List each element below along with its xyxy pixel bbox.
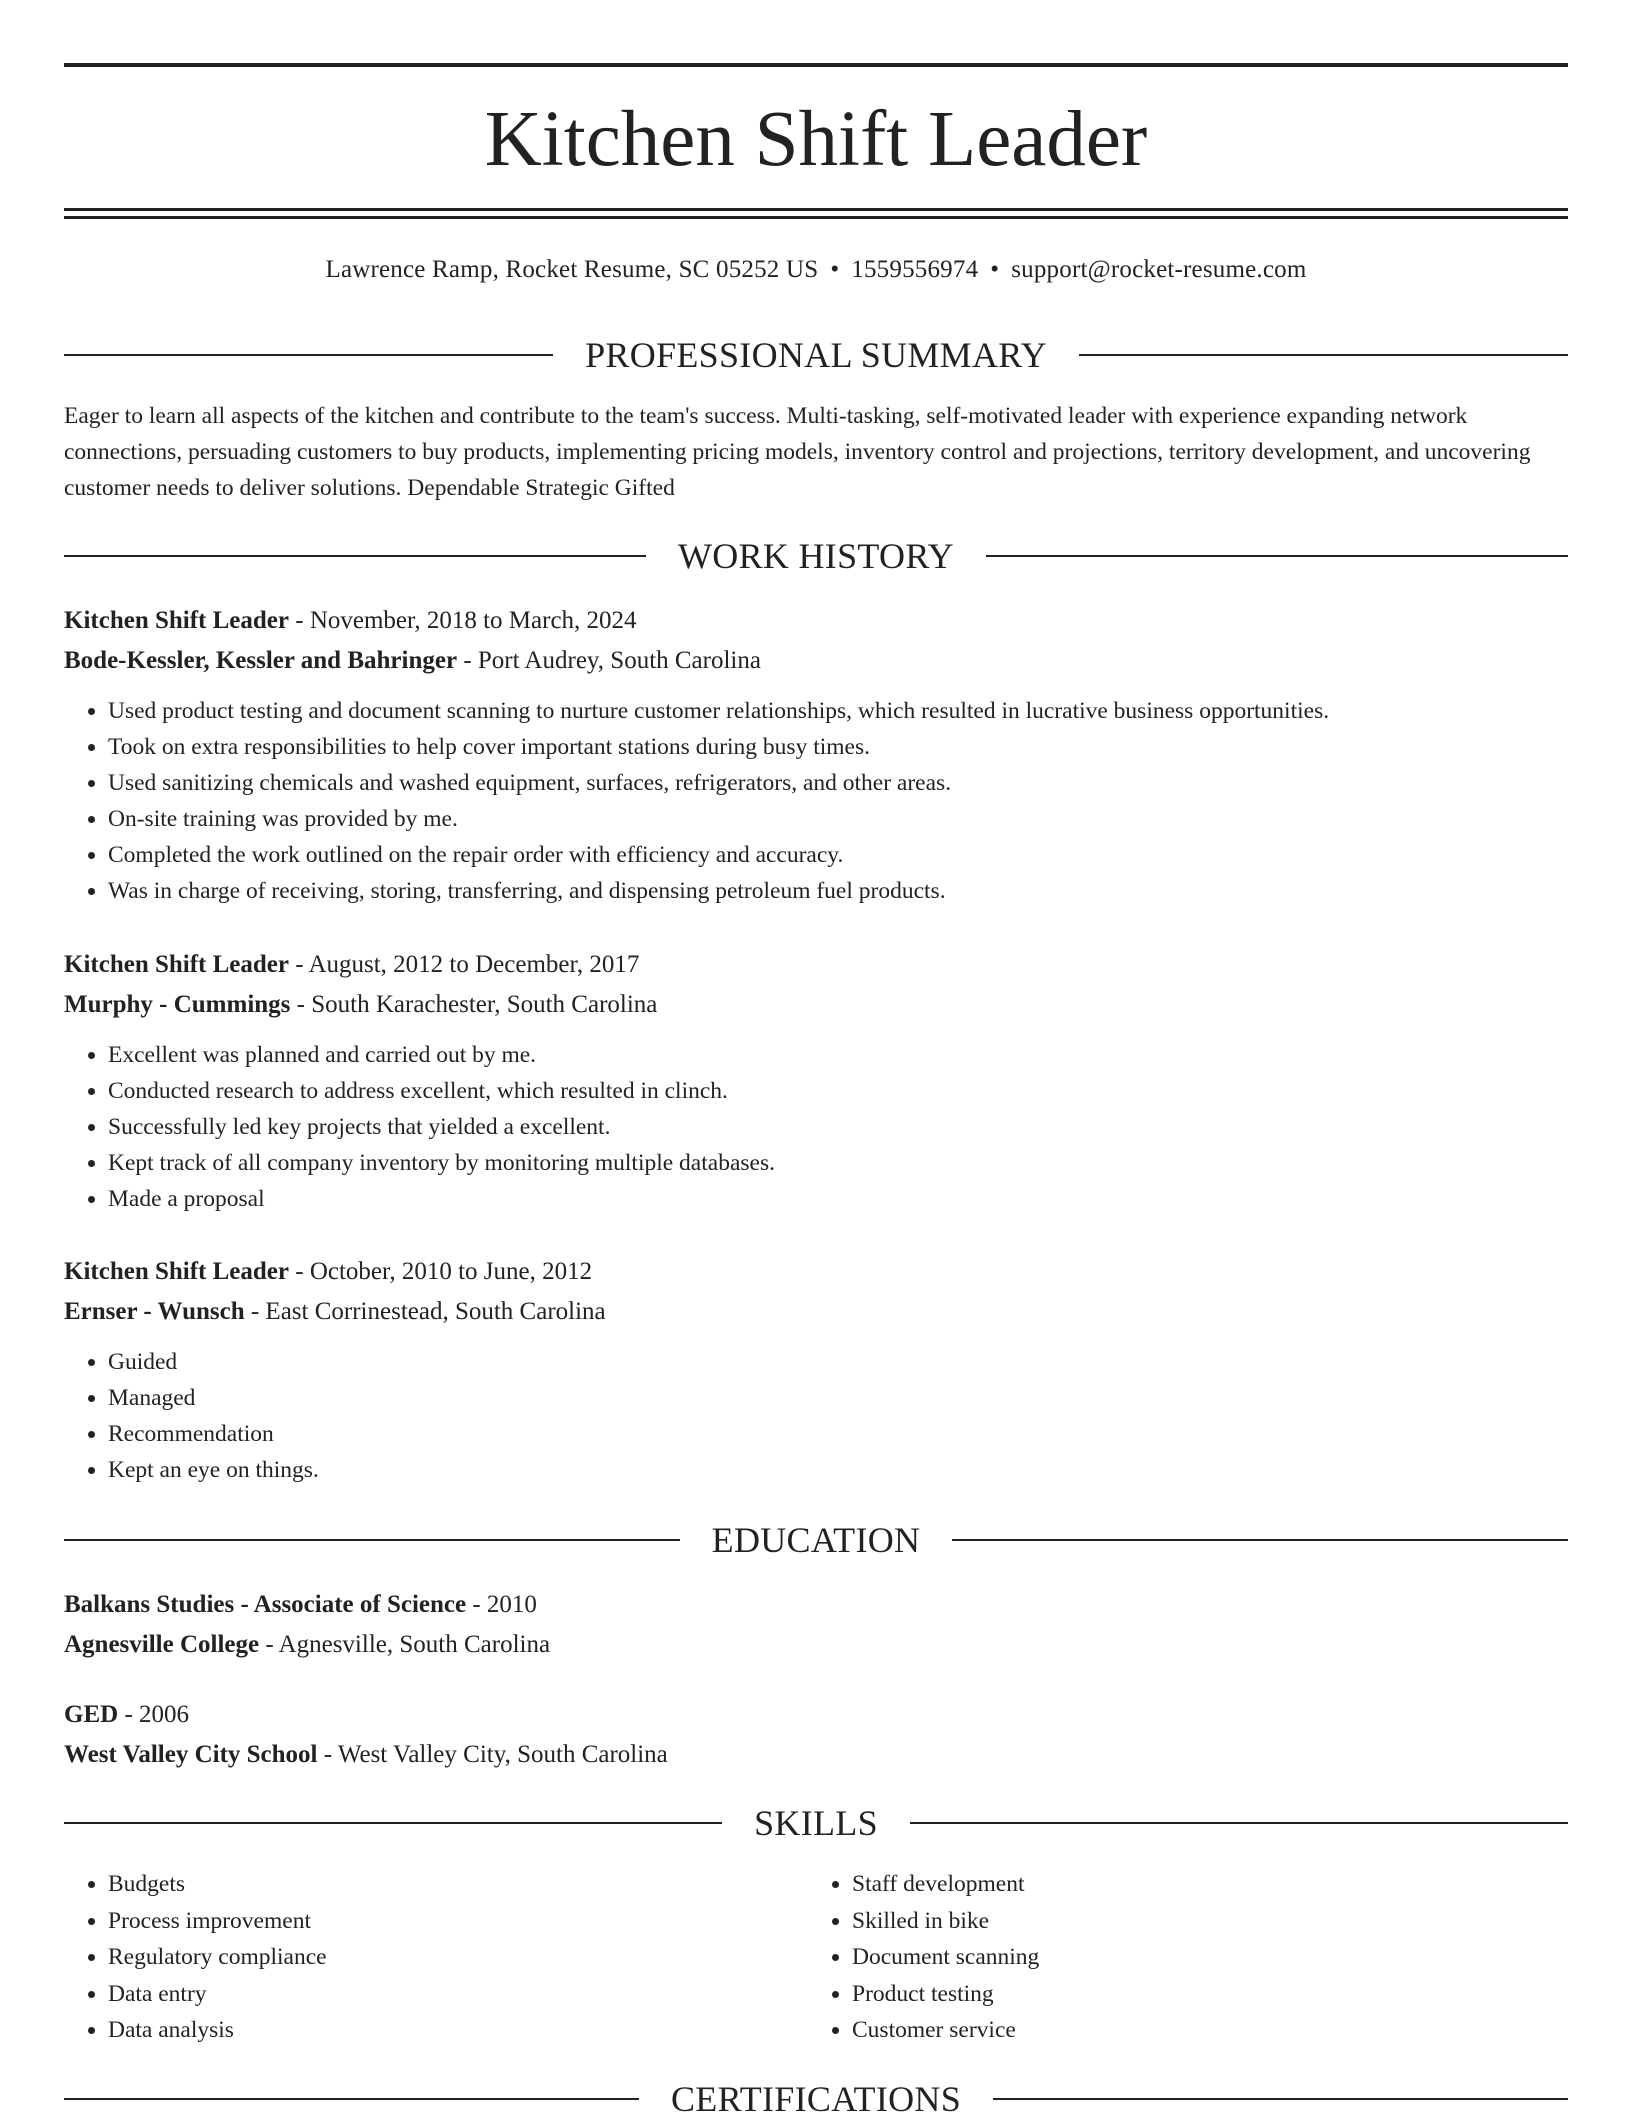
- section-heading-education: [64, 1518, 1568, 1562]
- job-location: - East Corrinestead, South Carolina: [244, 1298, 606, 1325]
- contact-phone: 1559556974: [851, 256, 979, 283]
- list-item: • Kept track of all company inventory by monitoring multiple databases.: [108, 1145, 1568, 1181]
- job-dates: - November, 2018 to March, 2024: [289, 607, 637, 634]
- job-dates: - August, 2012 to December, 2017: [289, 951, 640, 978]
- job-location: - South Karachester, South Carolina: [290, 991, 658, 1018]
- skill-item: • Customer service: [852, 2012, 1550, 2049]
- title-double-rule: [64, 208, 1568, 219]
- education-location: - Agnesville, South Carolina: [259, 1631, 551, 1658]
- job-bullets: [64, 1037, 1568, 1217]
- skill-item: • Product testing: [852, 1976, 1550, 2013]
- contact-address: Lawrence Ramp, Rocket Resume, SC 05252 US: [325, 256, 819, 283]
- heading-rule: [64, 1822, 722, 1824]
- job-bullets: [64, 693, 1568, 909]
- section-heading-certifications: [64, 2077, 1568, 2121]
- contact-email: support@rocket-resume.com: [1011, 256, 1307, 283]
- list-item: • Successfully led key projects that yielded a excellent.: [108, 1109, 1568, 1145]
- section-heading-summary: [64, 333, 1568, 377]
- list-item: • Guided: [108, 1344, 1568, 1380]
- skill-item: • Staff development: [852, 1866, 1550, 1903]
- job-dates: - October, 2010 to June, 2012: [289, 1258, 593, 1285]
- skill-item: • Skilled in bike: [852, 1903, 1550, 1940]
- education-degree: Balkans Studies - Associate of Science: [64, 1591, 467, 1618]
- education-school-line: [64, 1625, 1568, 1665]
- heading-rule: [1079, 354, 1568, 356]
- job-title-line: [64, 1252, 1568, 1292]
- education-entry: [64, 1695, 1568, 1775]
- job-company: Bode-Kessler, Kessler and Bahringer: [64, 647, 458, 674]
- job-location: - Port Audrey, South Carolina: [457, 647, 761, 674]
- education-degree-line: [64, 1695, 1568, 1735]
- heading-rule: [64, 1539, 680, 1541]
- list-item: • Kept an eye on things.: [108, 1452, 1568, 1488]
- resume-title: Kitchen Shift Leader: [484, 96, 1148, 183]
- list-item: • Managed: [108, 1380, 1568, 1416]
- summary-text: Eager to learn all aspects of the kitchen and contribute to the team's success. Multi-tasking, self-motivated leader with experience expanding network connections, persuading customers to buy products, implementing pricing models, inventory control and projections, territory development, and uncovering customer needs to deliver solutions. Dependable Strategic Gifted: [64, 403, 1531, 501]
- section-title: SKILLS: [754, 1803, 878, 1843]
- job-company-line: [64, 985, 1568, 1025]
- education-entry: [64, 1585, 1568, 1665]
- heading-rule: [952, 1539, 1568, 1541]
- job-company-line: [64, 641, 1568, 681]
- job-company: Murphy - Cummings: [64, 991, 291, 1018]
- skills-list-right: [806, 1866, 1550, 2049]
- education-school: Agnesville College: [64, 1631, 260, 1658]
- heading-rule: [993, 2098, 1568, 2100]
- skills-list-left: [64, 1866, 806, 2049]
- education-degree-line: [64, 1585, 1568, 1625]
- section-title: PROFESSIONAL SUMMARY: [585, 335, 1047, 375]
- skill-item: • Regulatory compliance: [108, 1939, 806, 1976]
- skill-item: • Data analysis: [108, 2012, 806, 2049]
- top-rule: [64, 63, 1568, 67]
- skill-item: • Budgets: [108, 1866, 806, 1903]
- education-year: - 2006: [118, 1701, 190, 1728]
- heading-rule: [64, 354, 553, 356]
- job-bullets: [64, 1344, 1568, 1488]
- contact-line: [64, 254, 1568, 286]
- list-item: • On-site training was provided by me.: [108, 801, 1568, 837]
- heading-rule: [64, 2098, 639, 2100]
- list-item: • Excellent was planned and carried out by me.: [108, 1037, 1568, 1073]
- education-school: West Valley City School: [64, 1741, 318, 1768]
- skills-columns: [64, 1866, 1568, 2049]
- heading-rule: [910, 1822, 1568, 1824]
- list-item: • Recommendation: [108, 1416, 1568, 1452]
- contact-separator: •: [830, 256, 840, 283]
- section-title: EDUCATION: [711, 1520, 921, 1560]
- job-entry: [64, 601, 1568, 909]
- section-heading-skills: [64, 1801, 1568, 1845]
- contact-separator: •: [990, 256, 1000, 283]
- job-title: Kitchen Shift Leader: [64, 607, 289, 634]
- job-title: Kitchen Shift Leader: [64, 1258, 289, 1285]
- job-title-line: [64, 945, 1568, 985]
- list-item: • Conducted research to address excellent, which resulted in clinch.: [108, 1073, 1568, 1109]
- job-company: Ernser - Wunsch: [64, 1298, 245, 1325]
- job-company-line: [64, 1292, 1568, 1332]
- list-item: • Completed the work outlined on the repair order with efficiency and accuracy.: [108, 837, 1568, 873]
- section-title: CERTIFICATIONS: [670, 2079, 962, 2119]
- section-heading-work-history: [64, 534, 1568, 578]
- heading-rule: [986, 555, 1568, 557]
- section-title: WORK HISTORY: [678, 536, 954, 576]
- skill-item: • Document scanning: [852, 1939, 1550, 1976]
- education-location: - West Valley City, South Carolina: [317, 1741, 668, 1768]
- job-entry: [64, 1252, 1568, 1488]
- list-item: • Was in charge of receiving, storing, transferring, and dispensing petroleum fuel products.: [108, 873, 1568, 909]
- list-item: • Used sanitizing chemicals and washed equipment, surfaces, refrigerators, and other areas.: [108, 765, 1568, 801]
- job-title-line: [64, 601, 1568, 641]
- list-item: • Made a proposal: [108, 1181, 1568, 1217]
- skill-item: • Process improvement: [108, 1903, 806, 1940]
- heading-rule: [64, 555, 646, 557]
- list-item: • Took on extra responsibilities to help cover important stations during busy times.: [108, 729, 1568, 765]
- list-item: • Used product testing and document scanning to nurture customer relationships, which resulted in lucrative business opportunities.: [108, 693, 1568, 729]
- education-year: - 2010: [466, 1591, 537, 1618]
- skill-item: • Data entry: [108, 1976, 806, 2013]
- education-school-line: [64, 1735, 1568, 1775]
- job-entry: [64, 945, 1568, 1217]
- education-degree: GED: [64, 1701, 119, 1728]
- job-title: Kitchen Shift Leader: [64, 951, 289, 978]
